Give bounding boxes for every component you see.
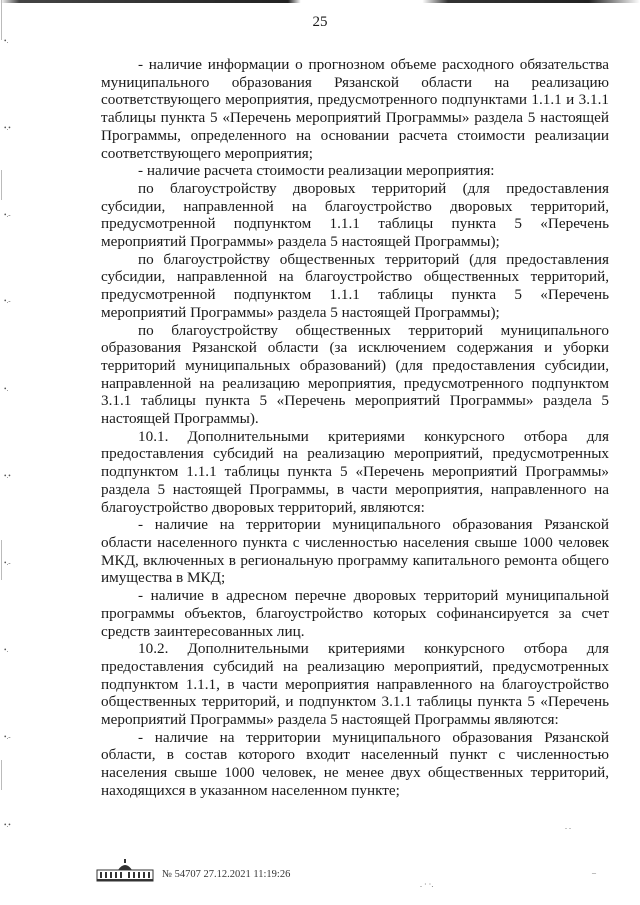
binding-hole-mark: •.- [4,734,11,740]
paragraph: 10.2. Дополнительными критериями конкурсного отбора для предоставления субсидий на реализацию мероприятий, предусмотренных подпунктом 1.1.1, в части мероприятия направленного на благоустройство общественных территорий, и подпунктом 3.1.1 таблицы пункта 5 «Перечень мероприятий Программы» раздела 5 настоящей Программы являются: [101,640,609,729]
paragraph: - наличие информации о прогнозном объеме расходного обязательства муниципального образования Рязанской области на реализацию соответствующего мероприятия, предусмотренного подпунктами 1.1.1 и 3.1.1 таблицы пункта 5 «Перечень мероприятий Программы» раздела 5 настоящей Программы, определенного на основании расчета стоимости реализации соответствующего мероприятия; [101,56,609,162]
paragraph: - наличие на территории муниципального образования Рязанской области населенного пункта с численностью населения свыше 1000 человек МКД, включенных в региональную программу капитального ремонта общего имущества в МКД; [101,516,609,587]
document-footer [96,858,290,882]
binding-hole-mark: •. [4,647,9,653]
government-building-stamp-icon [96,858,154,882]
binding-hole-mark: •.- [4,298,11,304]
binding-hole-mark: •.• [4,473,11,479]
paragraph: - наличие в адресном перечне дворовых территорий муниципальной программы объектов, благоустройство которых софинансируется за счет средств заинтересованных лиц. [101,587,609,640]
margin-scan-line [1,170,2,200]
scan-speck: . · ·. [420,880,434,889]
binding-hole-mark: •.- [4,560,11,566]
scan-speck: . . [565,822,571,831]
registry-number: № 54707 27.12.2021 11:19:26 [162,869,291,880]
paragraph: - наличие на территории муниципального образования Рязанской области, в состав которого входит населенный пункт с численностью населения свыше 1000 человек, не менее двух общественных территорий, находящихся в указанном населенном пункте; [101,728,609,799]
margin-scan-line [1,540,2,580]
scan-speck: – [592,868,596,877]
paragraph: 10.1. Дополнительными критериями конкурсного отбора для предоставления субсидий на реализацию мероприятий, предусмотренных подпунктом 1.1.1 таблицы пункта 5 «Перечень мероприятий Программы» раздела 5 настоящей Программы, в части мероприятия, направленного на благоустройство дворовых территорий, являются: [101,427,609,516]
paragraph: - наличие расчета стоимости реализации мероприятия: [138,162,495,180]
binding-hole-mark: •. [4,38,9,44]
binding-hole-mark: •.- [4,212,11,218]
binding-hole-mark: •.• [4,822,11,828]
binding-hole-mark: •.• [4,125,11,131]
scan-edge-artifact [0,0,640,3]
margin-scan-line [1,0,2,40]
paragraph: по благоустройству дворовых территорий (для предоставления субсидии, направленной на благоустройство дворовых территорий, предусмотренной подпунктом 1.1.1 таблицы пункта 5 «Перечень мероприятий Программы» раздела 5 настоящей Программы); [101,179,609,251]
paragraph: по благоустройству общественных территорий муниципального образования Рязанской области (за исключением содержания и уборки территорий муниципальных образований) (для предоставления субсидии, направленной на реализацию мероприятия, предусмотренного подпунктом 3.1.1 таблицы пункта 5 «Перечень мероприятий Программы» раздела 5 настоящей Программы). [101,321,609,428]
margin-scan-line [1,760,2,790]
page-number: 25 [312,14,328,30]
binding-hole-mark: •. [4,386,9,392]
paragraph: по благоустройству общественных территорий (для предоставления субсидии, направленной на благоустройство общественных территорий, предусмотренной подпунктом 1.1.1 таблицы пункта 5 «Перечень мероприятий Программы» раздела 5 настоящей Программы); [101,250,609,321]
document-body [101,56,609,800]
